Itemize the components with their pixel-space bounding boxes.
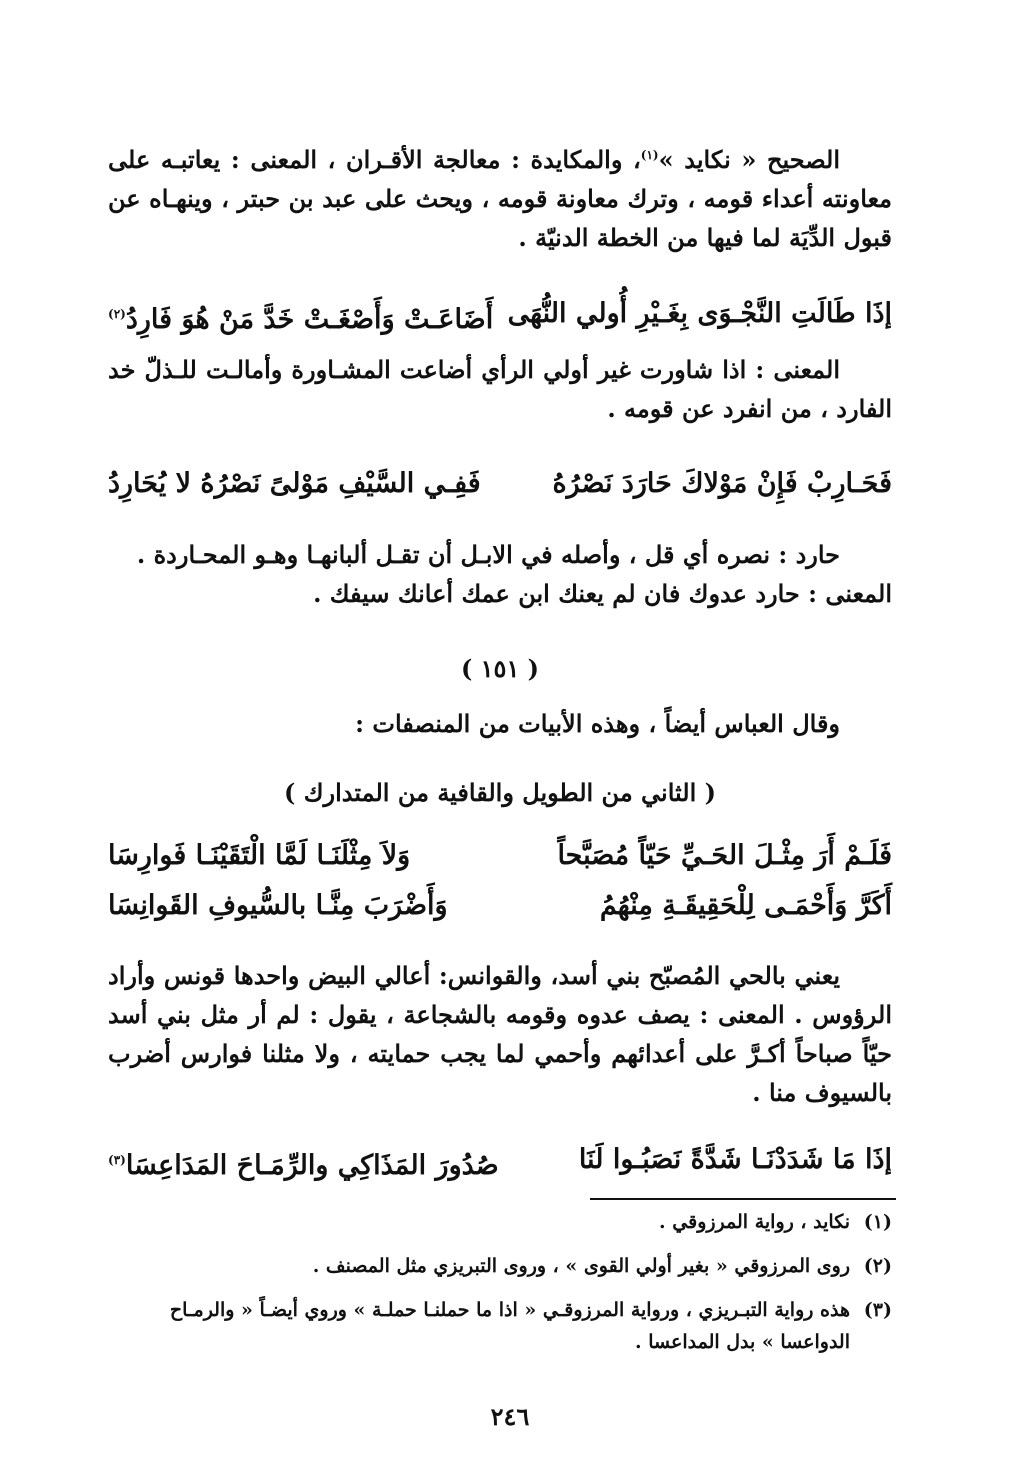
verse-4-first-hemistich: أَكَرَّ وَأَحْمَـى لِلْحَقِيقَـةِ مِنْهُمُ: [599, 890, 892, 921]
paragraph-1: [108, 136, 892, 257]
verse-3-second-hemistich: وَلاَ مِثْلَنَـا لَمَّا الْتَقَيْنَـا فَوارِسَا: [108, 840, 411, 871]
verse-4: [108, 884, 892, 928]
footnote-ref-1: (١): [640, 148, 659, 162]
paragraph-2: المعنى : اذا شاورت غير أولي الرأي أضاعت المشـاورة وأمالـت للـذلّ خد الفارد ، من انفرد عن قومه .: [108, 355, 892, 423]
verse-3-first-hemistich: فَلَـمْ أَرَ مِثْـلَ الحَـيِّ حَيّاً مُصَبَّحاً: [557, 840, 892, 871]
footnote-separator: [590, 1198, 896, 1200]
verse-5-second-text: صُدُورَ المَذَاكِي والرِّمَـاحَ المَدَاعِسَا: [125, 1150, 499, 1181]
verse-5: [108, 1138, 892, 1182]
footnote-2: [108, 1250, 892, 1282]
verse-5-first-hemistich: إذَا مَا شَدَدْنَـا شَدَّةً نَصَبُـوا لَنَا: [578, 1144, 892, 1175]
footnote-1-text: نكايد ، رواية المرزوقي .: [659, 1211, 850, 1233]
verse-1-second-text: أَضَاعَـتْ وَأَصْغَـتْ خَدَّ مَنْ هُوَ فَارِدُ: [125, 304, 494, 335]
paragraph-3b: المعنى : حارد عدوك فان لم يعنك ابن عمك أعانك سيفك .: [313, 579, 892, 608]
footnote-ref-3: (٣): [108, 1153, 126, 1167]
verse-1-second-hemistich: [108, 292, 493, 342]
footnote-1-number: (١): [863, 1211, 892, 1233]
meter-heading: ( الثاني من الطويل والقافية من المتدارك ): [284, 778, 716, 807]
footnote-3: [108, 1294, 892, 1358]
paragraph-4: يعني بالحي المُصبّح بني أسد، والقوانس: أعالي البيض واحدها قونس وأراد الرؤوس . المعنى : يصف عدوه وقومه بالشجاعة ، يقول : لم أر مثل بني أسد حيّاً صباحاً أكـرَّ على أعدائهم وأحمي لما يجب حمايته ، ولا مثلنا فوارس أضرب بالسيوف منا .: [108, 961, 892, 1107]
intro-line: وقال العباس أيضاً ، وهذه الأبيات من المنصفات :: [355, 709, 840, 738]
footnote-ref-2: (٢): [108, 307, 126, 321]
footnote-3-number: (٣): [863, 1299, 892, 1321]
verse-3: [108, 834, 892, 878]
footnote-3-text: هذه رواية التبـريزي ، ورواية المرزوقـي « اذا ما حملنـا حملـة » وروي أيضـاً « والرمـاح: [169, 1299, 850, 1321]
footnote-3-continuation: الدواعسا » بدل المداعسا .: [635, 1331, 850, 1353]
paragraph-3a: حارد : نصره أي قل ، وأصله في الابـل أن تقـل ألبانهـا وهـو المحـاردة .: [136, 540, 840, 569]
verse-2-first-hemistich: فَحَـارِبْ فَإِنْ مَوْلاكَ حَارَدَ نَصْرُهُ: [552, 468, 892, 499]
verse-2: [108, 462, 892, 506]
paragraph-1-text-b: ، والمكايدة : معالجة الأقـران ، المعنى : يعاتبـه على معاونته أعداء قومه ، وترك معاونة قومه ، ويحث على عبد بن حبتر ، وينهـاه عن قبول الدِّيَة لما فيها من الخطة الدنيّة .: [108, 145, 892, 252]
paragraph-1-text-a: الصحيح « نكايد »: [658, 145, 840, 174]
verse-1: [108, 292, 892, 336]
footnote-2-text: روى المرزوقي « بغير أولي القوى » ، وروى التبريزي مثل المصنف .: [312, 1255, 850, 1277]
footnote-2-number: (٢): [863, 1255, 892, 1277]
section-number: ( ١٥١ ): [460, 654, 540, 683]
verse-2-second-hemistich: فَفِـي السَّيْفِ مَوْلىً نَصْرُهُ لا يُحَارِدُ: [108, 468, 481, 499]
verse-5-second-hemistich: [108, 1138, 499, 1188]
footnote-1: [108, 1206, 892, 1238]
verse-1-first-hemistich: إذَا طَالَتِ النَّجْـوَى بِغَـيْرِ أُولي النُّهَى: [507, 298, 892, 329]
verse-4-second-hemistich: وَأَضْرَبَ مِنَّـا بالسُّيوفِ القَوانِسَا: [108, 890, 448, 921]
page-number: ٢٤٦: [490, 1402, 530, 1431]
